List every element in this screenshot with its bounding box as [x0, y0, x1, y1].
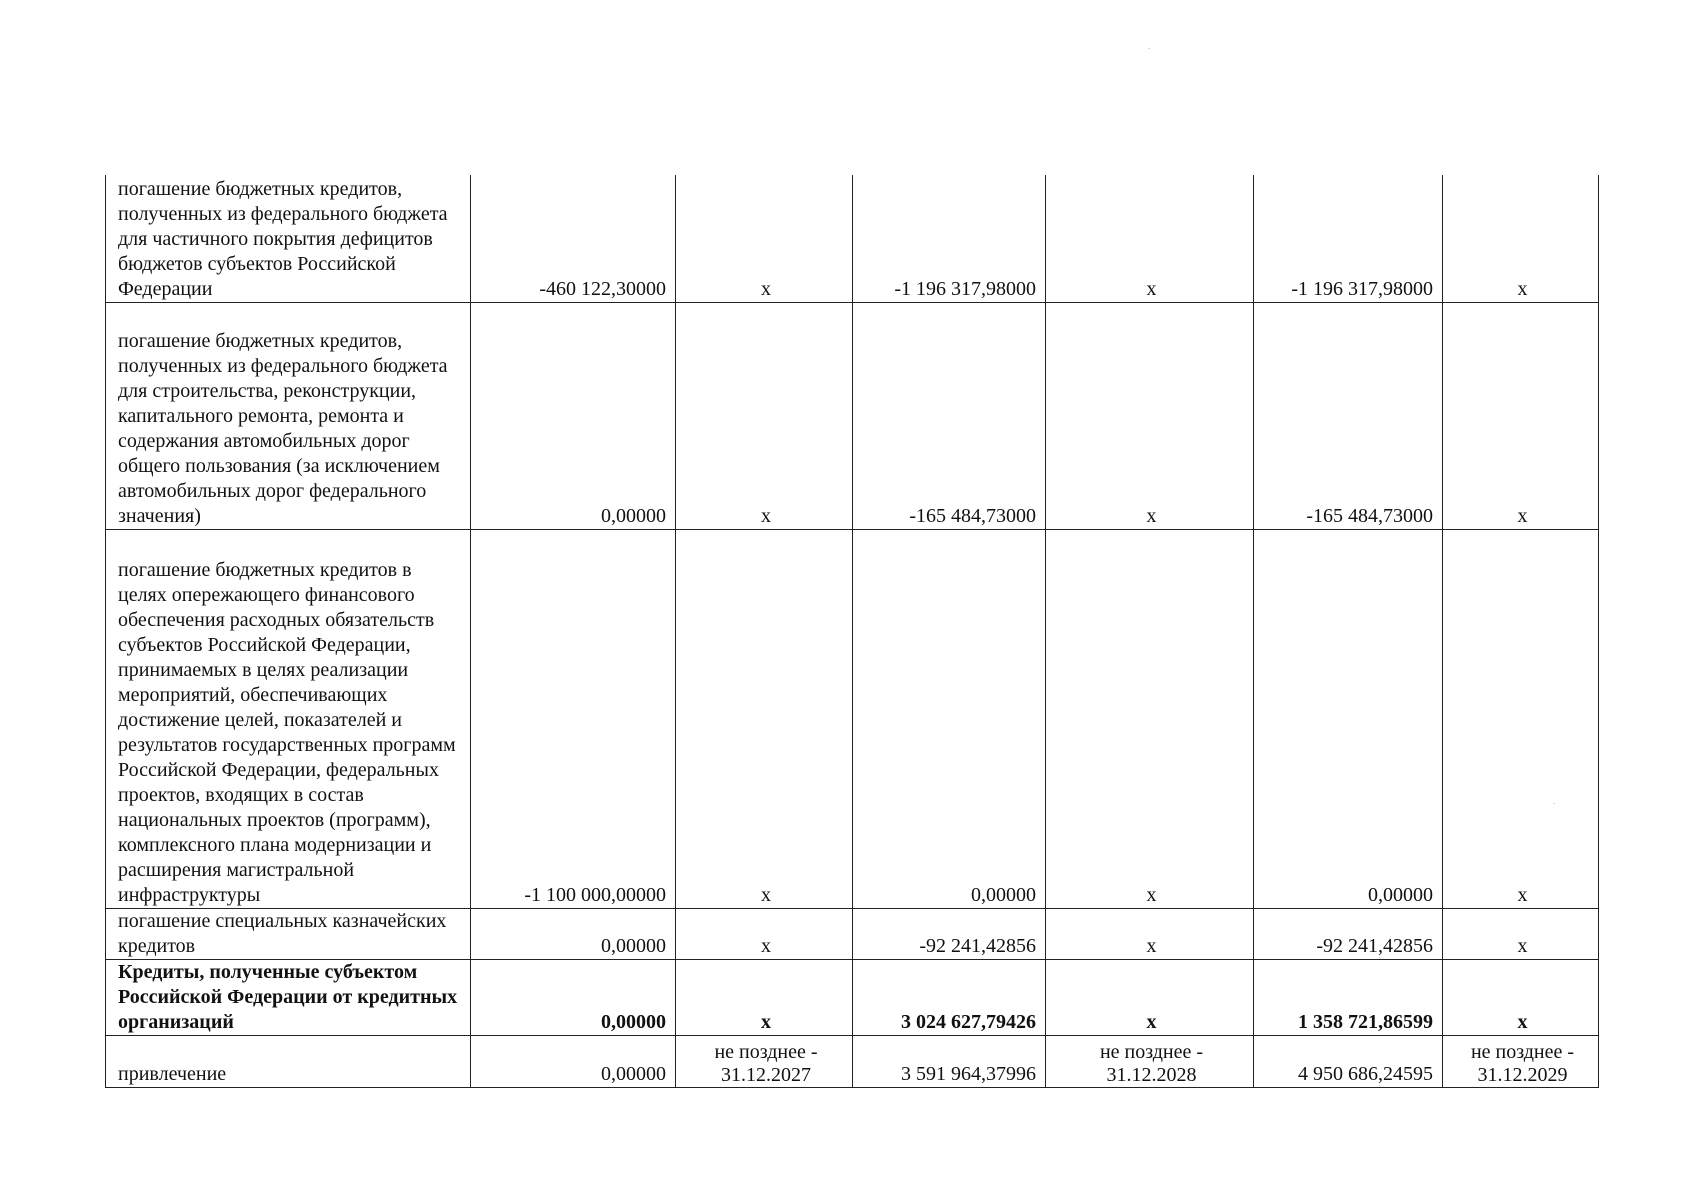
term-mark-cell: x [1443, 908, 1599, 959]
table-row [106, 959, 1599, 1035]
term-mark-cell: x [1046, 302, 1254, 529]
term-mark-cell: x [1046, 908, 1254, 959]
row-label: погашение специальных казначейских кредитов [106, 908, 471, 959]
term-mark-cell: x [1443, 959, 1599, 1035]
amount-cell: 0,00000 [1254, 529, 1443, 908]
deadline-cell [676, 1035, 853, 1087]
deadline-date: 31.12.2028 [1106, 1063, 1197, 1086]
deadline-cell [1046, 1035, 1254, 1087]
row-label: погашение бюджетных кредитов в целях опережающего финансового обеспечения расходных обязательств субъектов Российской Федерации, принимаемых в целях реализации мероприятий, обеспечивающих достижение целей, показателей и результатов государственных программ Российской Федерации, федеральных проектов, входящих в состав национальных проектов (программ), комплексного плана модернизации и расширения магистральной инфраструктуры [106, 529, 471, 908]
amount-cell: 1 358 721,86599 [1254, 959, 1443, 1035]
table-row [106, 302, 1599, 529]
amount-cell: 0,00000 [471, 908, 676, 959]
deadline-prefix: не позднее - [714, 1040, 818, 1063]
amount-cell: -165 484,73000 [1254, 302, 1443, 529]
amount-cell: -92 241,42856 [1254, 908, 1443, 959]
amount-cell: -1 196 317,98000 [1254, 175, 1443, 302]
deadline-cell [1443, 1035, 1599, 1087]
amount-cell: -92 241,42856 [853, 908, 1046, 959]
table-row [106, 175, 1599, 302]
table-row [106, 529, 1599, 908]
amount-cell: 0,00000 [853, 529, 1046, 908]
deadline-prefix: не позднее - [1470, 1040, 1575, 1063]
term-mark-cell: x [1046, 959, 1254, 1035]
term-mark-cell: x [1046, 529, 1254, 908]
row-label: погашение бюджетных кредитов, полученных из федерального бюджета для строительства, реконструкции, капитального ремонта, ремонта и содержания автомобильных дорог общего пользования (за исключением автомобильных дорог федерального значения) [106, 302, 471, 529]
scan-speck [1148, 48, 1150, 49]
term-mark-cell: x [676, 959, 853, 1035]
deadline-date: 31.12.2027 [721, 1063, 811, 1086]
amount-cell: 3 591 964,37996 [853, 1035, 1046, 1087]
term-mark-cell: x [676, 175, 853, 302]
amount-cell: -1 100 000,00000 [471, 529, 676, 908]
amount-cell: 0,00000 [471, 959, 676, 1035]
amount-cell: 4 950 686,24595 [1254, 1035, 1443, 1087]
term-mark-cell: x [676, 908, 853, 959]
deadline-prefix: не позднее - [1099, 1040, 1204, 1063]
amount-cell: 0,00000 [471, 302, 676, 529]
term-mark-cell: x [1443, 302, 1599, 529]
amount-cell: -460 122,30000 [471, 175, 676, 302]
term-mark-cell: x [676, 529, 853, 908]
table-row [106, 1035, 1599, 1087]
term-mark-cell: x [1046, 175, 1254, 302]
amount-cell: -165 484,73000 [853, 302, 1046, 529]
term-mark-cell: x [1443, 175, 1599, 302]
amount-cell: 0,00000 [471, 1035, 676, 1087]
term-mark-cell: x [1443, 529, 1599, 908]
deadline-date: 31.12.2029 [1477, 1063, 1568, 1086]
row-label: Кредиты, полученные субъектом Российской Федерации от кредитных организаций [106, 959, 471, 1035]
term-mark-cell: x [676, 302, 853, 529]
row-label: погашение бюджетных кредитов, полученных из федерального бюджета для частичного покрытия дефицитов бюджетов субъектов Российской Федерации [106, 175, 471, 302]
row-label: привлечение [106, 1035, 471, 1087]
amount-cell: -1 196 317,98000 [853, 175, 1046, 302]
budget-credits-table [105, 175, 1599, 1088]
table-row [106, 908, 1599, 959]
amount-cell: 3 024 627,79426 [853, 959, 1046, 1035]
